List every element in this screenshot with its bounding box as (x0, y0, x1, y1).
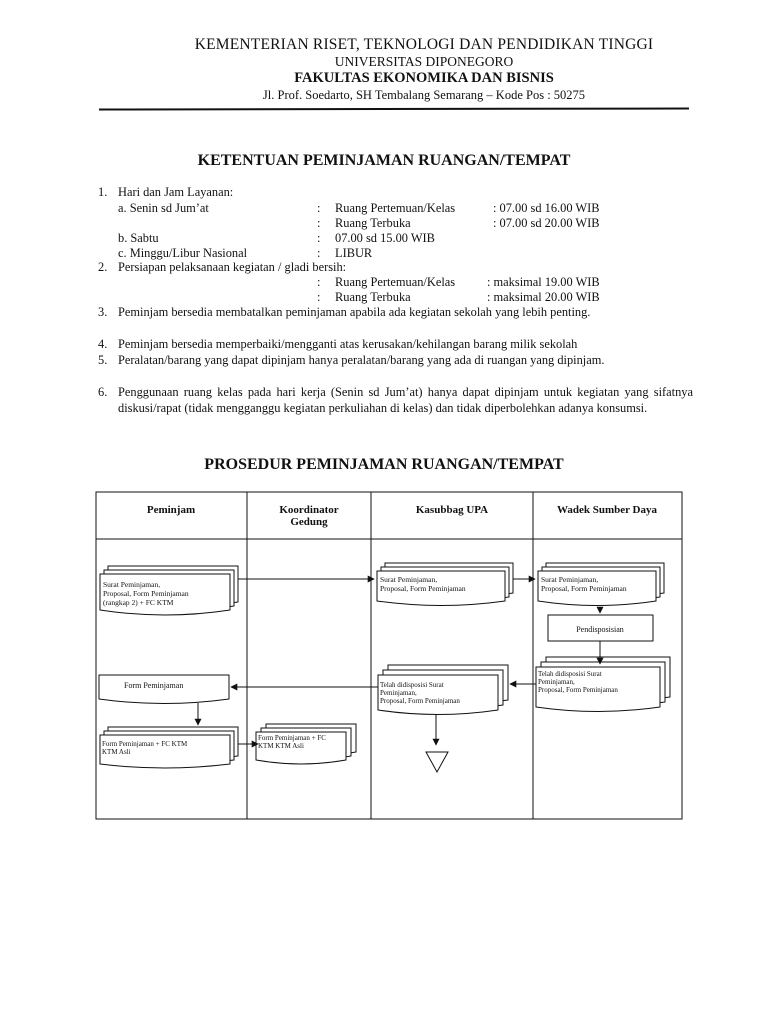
doc-text: Proposal, Form Peminjaman (103, 589, 189, 598)
item-5-text: Peralatan/barang yang dapat dipinjam hanya peralatan/barang yang ada di ruangan yang dipinjam. (118, 353, 605, 367)
time-value: : 07.00 sd 20.00 WIB (493, 216, 600, 230)
item-6-text: Penggunaan ruang kelas pada hari kerja (Senin sd Jum’at) hanya dapat dipinjam untuk kegiatan yang sifatnya diskusi/rapat (tidak mengganggu kegiatan perkuliahan di kelas) dan tidak diperbolehkan adanya konsumsi. (118, 385, 693, 415)
doc-text: Telah didisposisi Surat (380, 681, 444, 689)
room-name: Ruang Terbuka (335, 216, 411, 230)
lane-kasubbag: Kasubbag UPA (415, 504, 489, 516)
flowchart-frame (96, 492, 682, 819)
letterhead-faculty: FAKULTAS EKONOMIKA DAN BISNIS (294, 70, 554, 86)
doc-text: Form Peminjaman + FC KTM (102, 740, 188, 748)
item-number: 4. (98, 337, 108, 351)
lane-wadek: Wadek Sumber Daya (556, 504, 658, 516)
doc-text: Proposal, Form Peminjaman (541, 584, 627, 593)
item-1c-value: LIBUR (335, 246, 373, 260)
item-number: 2. (98, 260, 108, 274)
doc-text: Surat Peminjaman, (103, 580, 161, 589)
item-4-text: Peminjam bersedia memperbaiki/mengganti atas kerusakan/kehilangan barang milik sekolah (118, 337, 578, 351)
colon: : (317, 290, 321, 304)
doc-text: Surat Peminjaman, (541, 575, 599, 584)
letterhead-ministry: KEMENTERIAN RISET, TEKNOLOGI DAN PENDIDIKAN TINGGI (194, 36, 654, 53)
item-number: 3. (98, 305, 108, 319)
colon: : (317, 231, 321, 245)
letterhead-university: UNIVERSITAS DIPONEGORO (334, 54, 514, 69)
doc-text: KTM KTM Asli (258, 742, 304, 750)
item-3-text: Peminjam bersedia membatalkan peminjaman apabila ada kegiatan sekolah yang lebih penting. (118, 305, 591, 319)
doc-text: KTM Asli (102, 748, 131, 756)
ketentuan-title: KETENTUAN PEMINJAMAN RUANGAN/TEMPAT (197, 152, 571, 169)
room-name: Ruang Pertemuan/Kelas (335, 275, 456, 289)
colon: : (317, 275, 321, 289)
doc-text: Proposal, Form Peminjaman (380, 697, 460, 705)
colon: : (317, 201, 321, 215)
lane-koordinator-line2: Gedung (290, 516, 328, 528)
lane-koordinator-line1: Koordinator (279, 504, 339, 516)
item-1b-label: b. Sabtu (118, 231, 159, 245)
colon: : (317, 246, 321, 260)
item-1b-value: 07.00 sd 15.00 WIB (335, 231, 435, 245)
room-name: Ruang Pertemuan/Kelas (335, 201, 456, 215)
doc-text: Surat Peminjaman, (380, 575, 438, 584)
process-label: Pendisposisian (576, 625, 624, 634)
doc-text: Proposal, Form Peminjaman (538, 686, 618, 694)
time-value: : 07.00 sd 16.00 WIB (493, 201, 600, 215)
doc-text: Telah didisposisi Surat (538, 670, 602, 678)
archive-triangle-icon (426, 752, 448, 772)
room-name: Ruang Terbuka (335, 290, 411, 304)
doc-text: Peminjaman, (380, 689, 417, 697)
item-1-text: Hari dan Jam Layanan: (118, 185, 234, 199)
colon: : (317, 216, 321, 230)
doc-text: Peminjaman, (538, 678, 575, 686)
prosedur-title: PROSEDUR PEMINJAMAN RUANGAN/TEMPAT (204, 456, 564, 473)
item-number: 6. (98, 385, 108, 399)
doc-text: Form Peminjaman (124, 681, 184, 690)
item-1c-label: c. Minggu/Libur Nasional (118, 246, 248, 260)
item-number: 1. (98, 185, 108, 199)
doc-text: (rangkap 2) + FC KTM (103, 598, 174, 607)
item-2-text: Persiapan pelaksanaan kegiatan / gladi bersih: (118, 260, 347, 274)
doc-text: Form Peminjaman + FC (258, 734, 326, 742)
time-value: : maksimal 19.00 WIB (487, 275, 600, 289)
item-number: 5. (98, 353, 108, 367)
doc-text: Proposal, Form Peminjaman (380, 584, 466, 593)
letterhead-address: Jl. Prof. Soedarto, SH Tembalang Semarang – Kode Pos : 50275 (262, 88, 586, 102)
time-value: : maksimal 20.00 WIB (487, 290, 600, 304)
lane-peminjam: Peminjam (146, 504, 196, 516)
item-1a-label: a. Senin sd Jum’at (118, 201, 209, 215)
